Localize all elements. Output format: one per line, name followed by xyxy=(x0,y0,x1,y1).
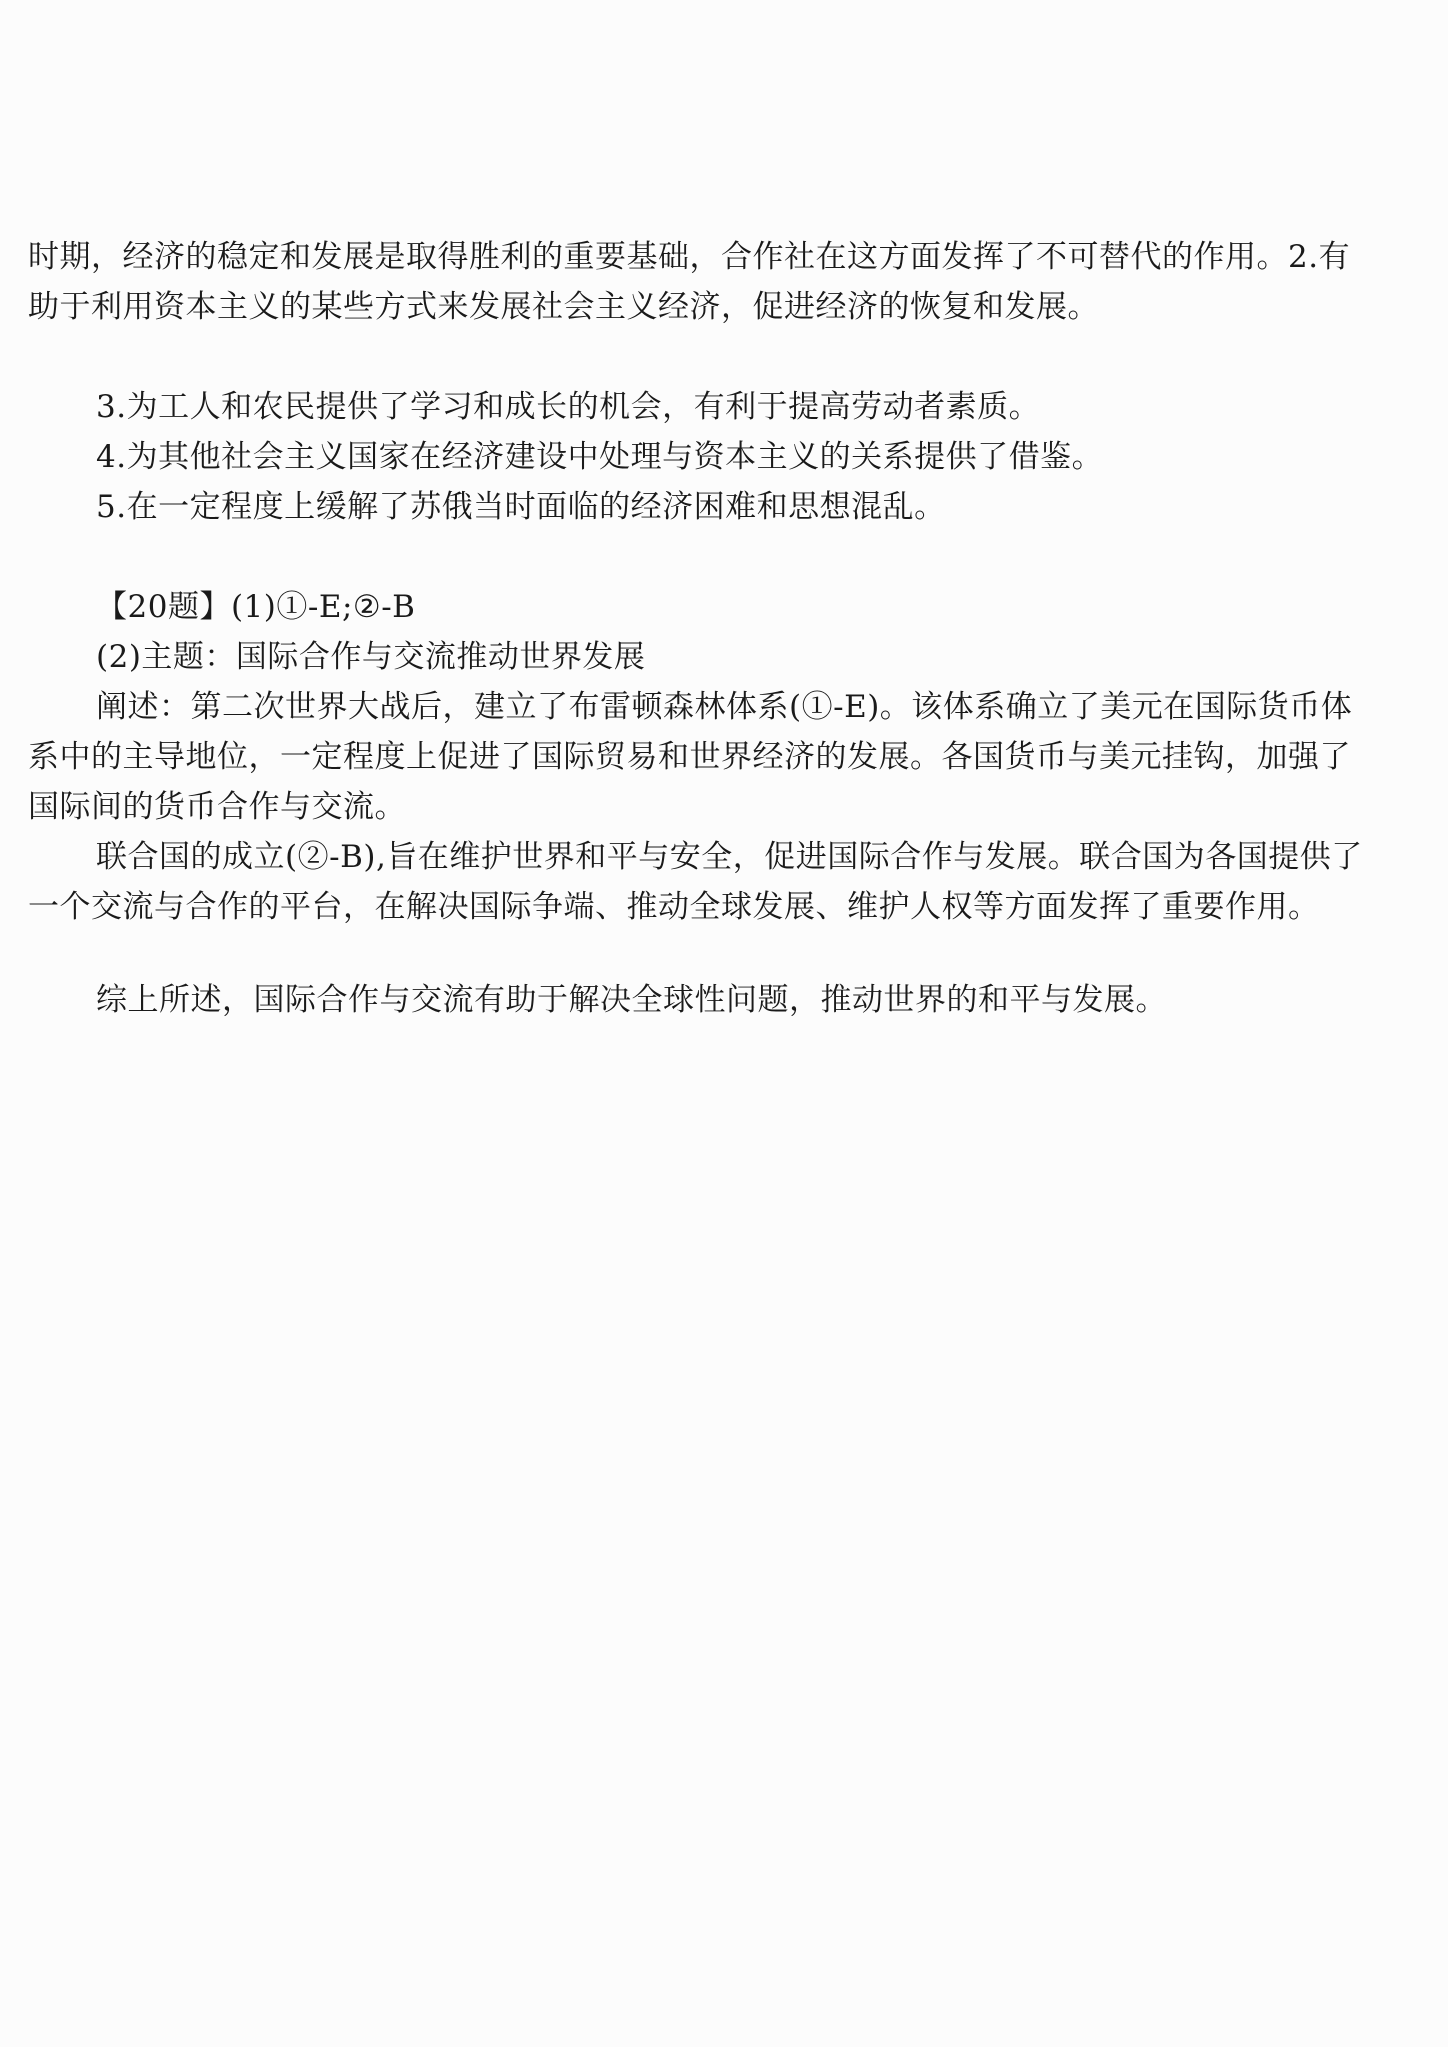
list-item: 4.为其他社会主义国家在经济建设中处理与资本主义的关系提供了借鉴。 xyxy=(96,439,1104,475)
question-heading: 【20题】(1)①-E;②-B xyxy=(96,589,416,625)
un-paragraph-line: 一个交流与合作的平台，在解决国际争端、推动全球发展、维护人权等方面发挥了重要作用。 xyxy=(28,889,1320,925)
text-line: 时期，经济的稳定和发展是取得胜利的重要基础，合作社在这方面发挥了不可替代的作用。2.有 xyxy=(28,239,1351,275)
numbered-list xyxy=(28,382,1432,532)
exposition-line: 系中的主导地位，一定程度上促进了国际贸易和世界经济的发展。各国货币与美元挂钩，加强了 xyxy=(28,739,1351,775)
part2-topic: (2)主题：国际合作与交流推动世界发展 xyxy=(96,639,646,675)
question-20-answer xyxy=(28,582,1432,932)
list-item: 5.在一定程度上缓解了苏俄当时面临的经济困难和思想混乱。 xyxy=(96,489,946,525)
list-item: 3.为工人和农民提供了学习和成长的机会，有利于提高劳动者素质。 xyxy=(96,389,1041,425)
paragraph-continuation xyxy=(28,232,1432,332)
conclusion-line: 综上所述，国际合作与交流有助于解决全球性问题，推动世界的和平与发展。 xyxy=(96,982,1167,1018)
text-line: 助于利用资本主义的某些方式来发展社会主义经济，促进经济的恢复和发展。 xyxy=(28,289,1099,325)
un-paragraph-line: 联合国的成立(②-B),旨在维护世界和平与安全，促进国际合作与发展。联合国为各国提供了 xyxy=(96,839,1363,875)
exposition-line: 国际间的货币合作与交流。 xyxy=(28,789,406,825)
conclusion-paragraph xyxy=(28,975,1432,1025)
exposition-line: 阐述：第二次世界大战后，建立了布雷顿森林体系(①-E)。该体系确立了美元在国际货币体 xyxy=(96,689,1353,725)
